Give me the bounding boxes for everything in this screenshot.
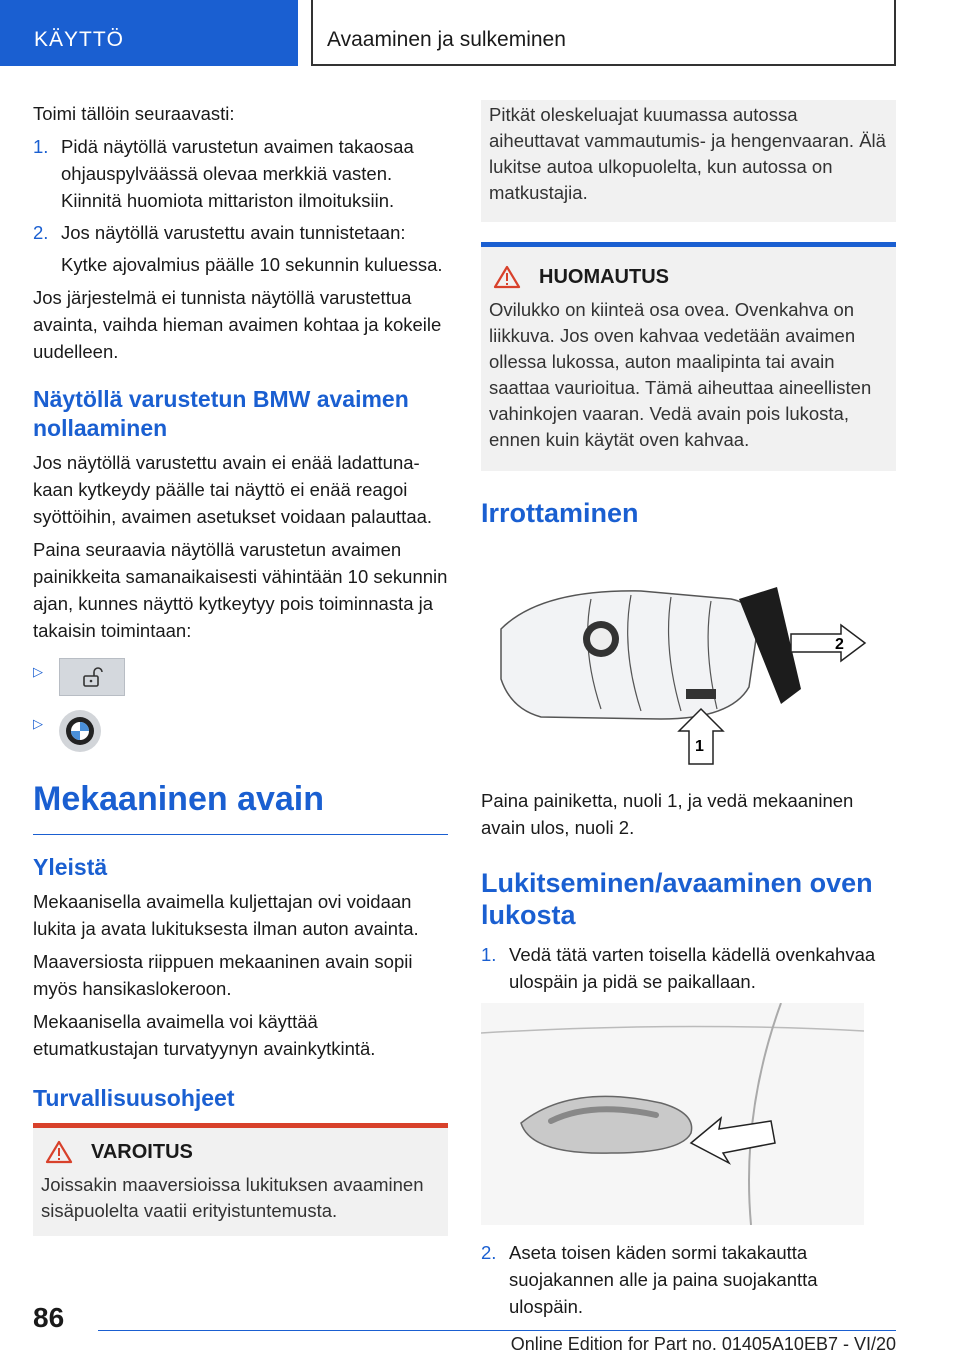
general-paragraph: Mekaanisella avaimella voi käyttää etumatkustajan turvatyynyn avainkytkintä. [33, 1011, 376, 1059]
footer-divider [98, 1330, 896, 1331]
bullet-item [33, 658, 448, 696]
mech-key-heading: Mekaaninen avain [33, 778, 448, 835]
arrow-label-2: 2 [835, 636, 844, 653]
section-tab: KÄYTTÖ [0, 0, 298, 66]
warning-triangle-icon [45, 1140, 73, 1164]
warning-continuation-text: Pitkät oleskeluajat kuumassa autossa aiheuttavat vammautumis- ja hengenvaaran. Älä lukitse autoa ulkopuolelta, kun autossa on matkustajia. [489, 104, 886, 203]
warning-title: VAROITUS [41, 1140, 440, 1164]
list-item: 2. Jos näytöllä varustettu avain tunnistetaan: [33, 222, 406, 243]
key-removal-figure [481, 559, 896, 769]
bullet-marker: ▷ [33, 664, 43, 679]
list-item-continuation: Kytke ajovalmius päälle 10 sekunnin kuluessa. [61, 254, 443, 275]
reset-paragraph: Paina seuraavia näytöllä varustetun avaimen painikkeita samanaikaisesti vähintään 10 sekunnin ajan, kunnes näyttö kytkeytyy pois toiminnasta ja takaisin toimintaan: [33, 539, 448, 641]
unlock-button-icon [59, 658, 125, 696]
note-box [481, 242, 896, 471]
list-item: 2. Aseta toisen käden sormi takakautta suojakannen alle ja paina suojakantta ulospäin. [481, 1242, 818, 1317]
general-heading: Yleistä [33, 854, 108, 880]
arrow-label-1: 1 [695, 738, 704, 755]
retry-text: Jos järjestelmä ei tunnista näytöllä varustettua avainta, vaihda hieman avaimen kohtaa ja kokeile uudelleen. [33, 287, 442, 362]
warning-box [33, 1123, 448, 1236]
list-item: 1. Pidä näytöllä varustetun avaimen takaosaa ohjauspylväässä olevaa merkkiä vasten. Kiinnitä huomiota mittariston ilmoituksiin. [33, 136, 414, 211]
door-handle-figure [481, 1003, 864, 1225]
intro-text: Toimi tällöin seuraavasti: [33, 103, 235, 124]
remove-heading: Irrottaminen [481, 498, 639, 528]
note-text: Ovilukko on kiinteä osa ovea. Ovenkahva on liikkuva. Jos oven kahvaa vedetään avaimen ollessa lukossa, auton maalipinta tai avain saattaa vaurioitua. Tämä aiheuttaa aineellisten vahinkojen vaaran. Vedä avain pois lukosta, ennen kuin käytät oven kahvaa. [489, 299, 872, 450]
page-number: 86 [33, 1302, 65, 1333]
warning-text: Joissakin maaversioissa lukituksen avaaminen sisäpuolelta vaatii erityistuntemusta. [41, 1174, 424, 1221]
remove-text: Paina painiketta, nuoli 1, ja vedä mekaaninen avain ulos, nuoli 2. [481, 790, 854, 838]
chapter-title: Avaaminen ja sulkeminen [311, 0, 896, 66]
right-column [481, 100, 896, 1325]
bullet-item [33, 710, 448, 752]
note-title: HUOMAUTUS [489, 265, 888, 289]
page-header [0, 0, 960, 66]
left-column [33, 100, 448, 1236]
arrow-2-icon [791, 625, 865, 661]
bmw-logo-icon [59, 710, 101, 752]
warning-continuation-box [481, 100, 896, 222]
edition-text: Online Edition for Part no. 01405A10EB7 - VI/20 [510, 1334, 896, 1354]
general-paragraph: Maaversiosta riippuen mekaaninen avain sopii myös hansikaslokeroon. [33, 951, 413, 999]
step-list [33, 133, 448, 278]
warning-triangle-icon [493, 265, 521, 289]
reset-paragraph: Jos näytöllä varustettu avain ei enää ladattunakaan kytkeydy päälle tai näyttö ei enää reagoi syöttöihin, avaimen asetukset voidaan palauttaa. [33, 452, 433, 527]
bullet-marker: ▷ [33, 716, 43, 731]
safety-heading: Turvallisuusohjeet [33, 1085, 235, 1111]
list-item: 1. Vedä tätä varten toisella kädellä ovenkahvaa ulospäin ja pidä se paikallaan. [481, 944, 876, 992]
lock-heading: Lukitseminen/avaaminen oven lukosta [481, 868, 873, 930]
general-paragraph: Mekaanisella avaimella kuljettajan ovi voidaan lukita ja avata lukituksesta ilman auton avainta. [33, 891, 419, 939]
reset-heading: Näytöllä varustetun BMW avaimen nollaaminen [33, 386, 409, 441]
